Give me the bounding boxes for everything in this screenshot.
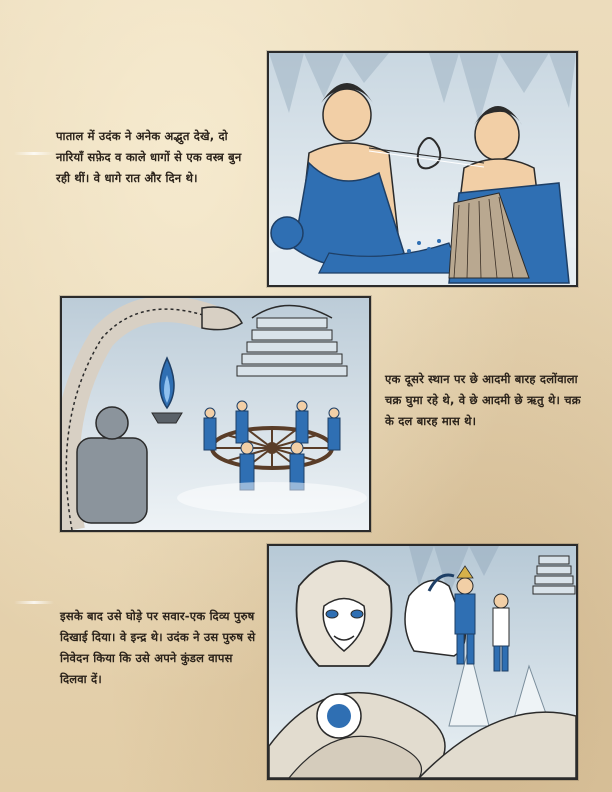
two-women-weaving-icon <box>269 53 576 285</box>
panel-wheel-of-seasons <box>60 296 371 532</box>
panel-weaving-women <box>267 51 578 287</box>
caption-wheel: एक दूसरे स्थान पर छे आदमी बारह दलोंवाला चक्र घुमा रहे थे, वे छे आदमी छे ऋतु थे। चक्र के दल बारह मास थे। <box>385 372 581 428</box>
caption-weaving: पाताल में उदंक ने अनेक अद्भुत देखे, दो नारियाँ सफ़ेद व काले धागों से एक वस्त्र बुन रही थीं। वे धागे रात और दिन थे। <box>56 129 242 185</box>
caption-horseman: इसके बाद उसे घोड़े पर सवार-एक दिव्य पुरुष दिखाई दिया। वे इन्द्र थे। उदंक ने उस पुरुष से निवेदन किया कि उसे अपने कुंडल वापस दिलवा दें। <box>60 609 256 686</box>
serpent-and-divine-horseman-icon <box>269 546 576 778</box>
six-men-turning-wheel-icon <box>62 298 369 530</box>
panel-serpent-horseman <box>267 544 578 780</box>
binder-hole-mark <box>14 152 54 155</box>
binder-hole-mark <box>14 601 54 604</box>
